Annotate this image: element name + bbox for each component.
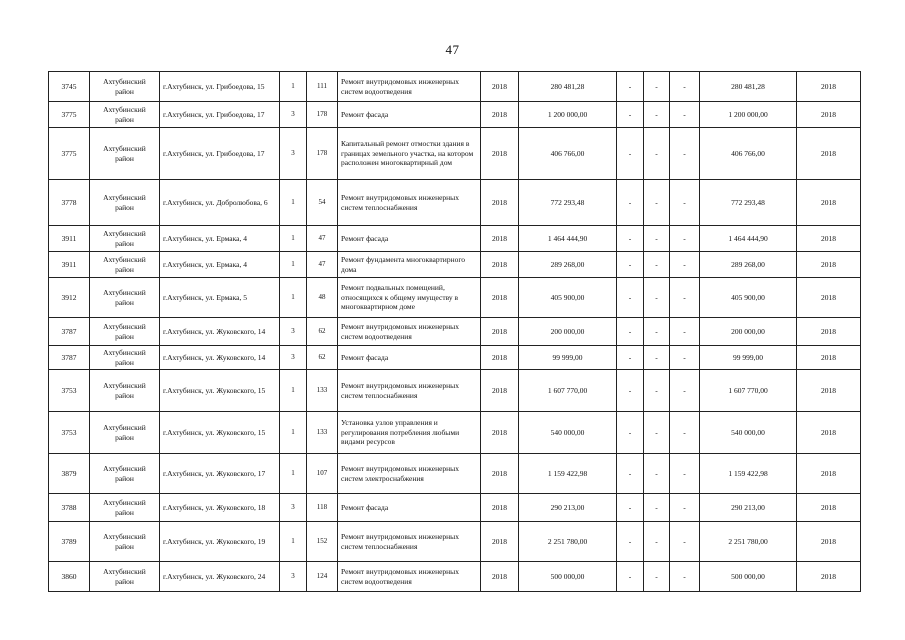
work-type-cell: Ремонт внутридомовых инженерных систем электроснабжения [338, 454, 481, 494]
fund-a-cell: - [617, 412, 644, 454]
completion-year-cell: 2018 [797, 278, 861, 318]
year-cell: 2018 [481, 346, 519, 370]
apartment-count-cell: 107 [307, 454, 338, 494]
section-count-cell: 1 [280, 454, 307, 494]
section-count-cell: 1 [280, 370, 307, 412]
fund-c-cell: - [670, 128, 700, 180]
fund-b-cell: - [644, 346, 670, 370]
fund-b-cell: - [644, 370, 670, 412]
section-count-cell: 3 [280, 562, 307, 592]
section-count-cell: 3 [280, 102, 307, 128]
amount-cell: 1 159 422,98 [519, 454, 617, 494]
section-count-cell: 1 [280, 226, 307, 252]
year-cell: 2018 [481, 412, 519, 454]
amount-cell: 500 000,00 [519, 562, 617, 592]
amount-cell: 1 200 000,00 [519, 102, 617, 128]
total-cell: 289 268,00 [700, 252, 797, 278]
total-cell: 1 200 000,00 [700, 102, 797, 128]
work-type-cell: Ремонт фасада [338, 102, 481, 128]
fund-c-cell: - [670, 494, 700, 522]
row-id-cell: 3778 [49, 180, 90, 226]
fund-a-cell: - [617, 252, 644, 278]
district-cell: Ахтубинский район [90, 102, 160, 128]
table-row [49, 72, 861, 102]
apartment-count-cell: 62 [307, 346, 338, 370]
fund-c-cell: - [670, 180, 700, 226]
row-id-cell: 3911 [49, 226, 90, 252]
fund-b-cell: - [644, 180, 670, 226]
fund-b-cell: - [644, 562, 670, 592]
total-cell: 405 900,00 [700, 278, 797, 318]
fund-b-cell: - [644, 102, 670, 128]
year-cell: 2018 [481, 494, 519, 522]
fund-b-cell: - [644, 522, 670, 562]
total-cell: 500 000,00 [700, 562, 797, 592]
row-id-cell: 3753 [49, 370, 90, 412]
address-cell: г.Ахтубинск, ул. Жуковского, 19 [160, 522, 280, 562]
section-count-cell: 1 [280, 412, 307, 454]
year-cell: 2018 [481, 102, 519, 128]
fund-a-cell: - [617, 494, 644, 522]
table-row [49, 562, 861, 592]
repair-register-table [48, 71, 861, 592]
completion-year-cell: 2018 [797, 412, 861, 454]
completion-year-cell: 2018 [797, 102, 861, 128]
district-cell: Ахтубинский район [90, 318, 160, 346]
work-type-cell: Ремонт внутридомовых инженерных систем водоотведения [338, 562, 481, 592]
total-cell: 1 464 444,90 [700, 226, 797, 252]
fund-a-cell: - [617, 102, 644, 128]
fund-c-cell: - [670, 252, 700, 278]
table-row [49, 494, 861, 522]
fund-c-cell: - [670, 72, 700, 102]
year-cell: 2018 [481, 370, 519, 412]
row-id-cell: 3788 [49, 494, 90, 522]
fund-a-cell: - [617, 128, 644, 180]
completion-year-cell: 2018 [797, 226, 861, 252]
fund-c-cell: - [670, 318, 700, 346]
address-cell: г.Ахтубинск, ул. Жуковского, 14 [160, 318, 280, 346]
address-cell: г.Ахтубинск, ул. Жуковского, 14 [160, 346, 280, 370]
work-type-cell: Ремонт внутридомовых инженерных систем теплоснабжения [338, 522, 481, 562]
district-cell: Ахтубинский район [90, 370, 160, 412]
amount-cell: 200 000,00 [519, 318, 617, 346]
total-cell: 406 766,00 [700, 128, 797, 180]
total-cell: 772 293,48 [700, 180, 797, 226]
row-id-cell: 3775 [49, 102, 90, 128]
fund-b-cell: - [644, 454, 670, 494]
apartment-count-cell: 178 [307, 128, 338, 180]
section-count-cell: 1 [280, 522, 307, 562]
address-cell: г.Ахтубинск, ул. Ермака, 4 [160, 226, 280, 252]
address-cell: г.Ахтубинск, ул. Добролюбова, 6 [160, 180, 280, 226]
amount-cell: 405 900,00 [519, 278, 617, 318]
work-type-cell: Установка узлов управления и регулирования потребления любыми видами ресурсов [338, 412, 481, 454]
fund-b-cell: - [644, 494, 670, 522]
district-cell: Ахтубинский район [90, 494, 160, 522]
address-cell: г.Ахтубинск, ул. Грибоедова, 15 [160, 72, 280, 102]
completion-year-cell: 2018 [797, 180, 861, 226]
total-cell: 280 481,28 [700, 72, 797, 102]
row-id-cell: 3753 [49, 412, 90, 454]
table-row [49, 454, 861, 494]
district-cell: Ахтубинский район [90, 278, 160, 318]
row-id-cell: 3775 [49, 128, 90, 180]
district-cell: Ахтубинский район [90, 226, 160, 252]
apartment-count-cell: 47 [307, 252, 338, 278]
fund-a-cell: - [617, 318, 644, 346]
total-cell: 540 000,00 [700, 412, 797, 454]
apartment-count-cell: 133 [307, 370, 338, 412]
amount-cell: 280 481,28 [519, 72, 617, 102]
amount-cell: 99 999,00 [519, 346, 617, 370]
apartment-count-cell: 178 [307, 102, 338, 128]
amount-cell: 2 251 780,00 [519, 522, 617, 562]
district-cell: Ахтубинский район [90, 412, 160, 454]
section-count-cell: 3 [280, 128, 307, 180]
year-cell: 2018 [481, 226, 519, 252]
year-cell: 2018 [481, 252, 519, 278]
year-cell: 2018 [481, 72, 519, 102]
row-id-cell: 3787 [49, 346, 90, 370]
district-cell: Ахтубинский район [90, 128, 160, 180]
completion-year-cell: 2018 [797, 454, 861, 494]
table-row [49, 102, 861, 128]
completion-year-cell: 2018 [797, 72, 861, 102]
work-type-cell: Ремонт фасада [338, 494, 481, 522]
fund-b-cell: - [644, 318, 670, 346]
amount-cell: 1 607 770,00 [519, 370, 617, 412]
completion-year-cell: 2018 [797, 370, 861, 412]
work-type-cell: Ремонт внутридомовых инженерных систем водоотведения [338, 72, 481, 102]
fund-c-cell: - [670, 522, 700, 562]
row-id-cell: 3911 [49, 252, 90, 278]
page-number: 47 [445, 42, 460, 57]
row-id-cell: 3912 [49, 278, 90, 318]
fund-c-cell: - [670, 102, 700, 128]
amount-cell: 289 268,00 [519, 252, 617, 278]
year-cell: 2018 [481, 454, 519, 494]
fund-b-cell: - [644, 278, 670, 318]
row-id-cell: 3860 [49, 562, 90, 592]
address-cell: г.Ахтубинск, ул. Ермака, 4 [160, 252, 280, 278]
table-row [49, 318, 861, 346]
year-cell: 2018 [481, 318, 519, 346]
completion-year-cell: 2018 [797, 562, 861, 592]
fund-c-cell: - [670, 370, 700, 412]
year-cell: 2018 [481, 278, 519, 318]
completion-year-cell: 2018 [797, 252, 861, 278]
row-id-cell: 3745 [49, 72, 90, 102]
section-count-cell: 1 [280, 72, 307, 102]
fund-a-cell: - [617, 180, 644, 226]
year-cell: 2018 [481, 128, 519, 180]
fund-c-cell: - [670, 346, 700, 370]
apartment-count-cell: 124 [307, 562, 338, 592]
fund-b-cell: - [644, 412, 670, 454]
apartment-count-cell: 111 [307, 72, 338, 102]
work-type-cell: Ремонт фасада [338, 346, 481, 370]
fund-a-cell: - [617, 562, 644, 592]
year-cell: 2018 [481, 522, 519, 562]
amount-cell: 1 464 444,90 [519, 226, 617, 252]
completion-year-cell: 2018 [797, 494, 861, 522]
fund-b-cell: - [644, 72, 670, 102]
fund-c-cell: - [670, 454, 700, 494]
district-cell: Ахтубинский район [90, 562, 160, 592]
district-cell: Ахтубинский район [90, 346, 160, 370]
fund-a-cell: - [617, 522, 644, 562]
amount-cell: 406 766,00 [519, 128, 617, 180]
total-cell: 1 607 770,00 [700, 370, 797, 412]
work-type-cell: Ремонт подвальных помещений, относящихся к общему имуществу в многоквартирном доме [338, 278, 481, 318]
fund-a-cell: - [617, 370, 644, 412]
total-cell: 290 213,00 [700, 494, 797, 522]
apartment-count-cell: 62 [307, 318, 338, 346]
table-row [49, 370, 861, 412]
address-cell: г.Ахтубинск, ул. Жуковского, 24 [160, 562, 280, 592]
year-cell: 2018 [481, 562, 519, 592]
apartment-count-cell: 118 [307, 494, 338, 522]
fund-a-cell: - [617, 346, 644, 370]
fund-a-cell: - [617, 454, 644, 494]
section-count-cell: 3 [280, 494, 307, 522]
fund-c-cell: - [670, 412, 700, 454]
apartment-count-cell: 133 [307, 412, 338, 454]
fund-b-cell: - [644, 128, 670, 180]
total-cell: 1 159 422,98 [700, 454, 797, 494]
row-id-cell: 3879 [49, 454, 90, 494]
work-type-cell: Капитальный ремонт отмостки здания в границах земельного участка, на котором расположен многоквартирный дом [338, 128, 481, 180]
fund-c-cell: - [670, 278, 700, 318]
total-cell: 99 999,00 [700, 346, 797, 370]
apartment-count-cell: 48 [307, 278, 338, 318]
address-cell: г.Ахтубинск, ул. Жуковского, 15 [160, 412, 280, 454]
table-row [49, 346, 861, 370]
address-cell: г.Ахтубинск, ул. Жуковского, 18 [160, 494, 280, 522]
work-type-cell: Ремонт фундамента многоквартирного дома [338, 252, 481, 278]
district-cell: Ахтубинский район [90, 180, 160, 226]
district-cell: Ахтубинский район [90, 522, 160, 562]
fund-a-cell: - [617, 72, 644, 102]
section-count-cell: 1 [280, 252, 307, 278]
fund-c-cell: - [670, 226, 700, 252]
work-type-cell: Ремонт внутридомовых инженерных систем теплоснабжения [338, 370, 481, 412]
fund-a-cell: - [617, 278, 644, 318]
amount-cell: 540 000,00 [519, 412, 617, 454]
address-cell: г.Ахтубинск, ул. Жуковского, 15 [160, 370, 280, 412]
fund-a-cell: - [617, 226, 644, 252]
fund-c-cell: - [670, 562, 700, 592]
year-cell: 2018 [481, 180, 519, 226]
table-row [49, 180, 861, 226]
table-row [49, 128, 861, 180]
apartment-count-cell: 47 [307, 226, 338, 252]
section-count-cell: 1 [280, 180, 307, 226]
section-count-cell: 3 [280, 318, 307, 346]
work-type-cell: Ремонт фасада [338, 226, 481, 252]
section-count-cell: 1 [280, 278, 307, 318]
address-cell: г.Ахтубинск, ул. Грибоедова, 17 [160, 128, 280, 180]
district-cell: Ахтубинский район [90, 252, 160, 278]
row-id-cell: 3789 [49, 522, 90, 562]
completion-year-cell: 2018 [797, 318, 861, 346]
fund-b-cell: - [644, 226, 670, 252]
section-count-cell: 3 [280, 346, 307, 370]
completion-year-cell: 2018 [797, 522, 861, 562]
table-row [49, 522, 861, 562]
completion-year-cell: 2018 [797, 346, 861, 370]
table-row [49, 252, 861, 278]
district-cell: Ахтубинский район [90, 454, 160, 494]
fund-b-cell: - [644, 252, 670, 278]
total-cell: 200 000,00 [700, 318, 797, 346]
address-cell: г.Ахтубинск, ул. Грибоедова, 17 [160, 102, 280, 128]
address-cell: г.Ахтубинск, ул. Ермака, 5 [160, 278, 280, 318]
work-type-cell: Ремонт внутридомовых инженерных систем теплоснабжения [338, 180, 481, 226]
apartment-count-cell: 152 [307, 522, 338, 562]
address-cell: г.Ахтубинск, ул. Жуковского, 17 [160, 454, 280, 494]
amount-cell: 772 293,48 [519, 180, 617, 226]
table-row [49, 226, 861, 252]
total-cell: 2 251 780,00 [700, 522, 797, 562]
table-row [49, 278, 861, 318]
amount-cell: 290 213,00 [519, 494, 617, 522]
district-cell: Ахтубинский район [90, 72, 160, 102]
table-row [49, 412, 861, 454]
work-type-cell: Ремонт внутридомовых инженерных систем водоотведения [338, 318, 481, 346]
completion-year-cell: 2018 [797, 128, 861, 180]
row-id-cell: 3787 [49, 318, 90, 346]
apartment-count-cell: 54 [307, 180, 338, 226]
